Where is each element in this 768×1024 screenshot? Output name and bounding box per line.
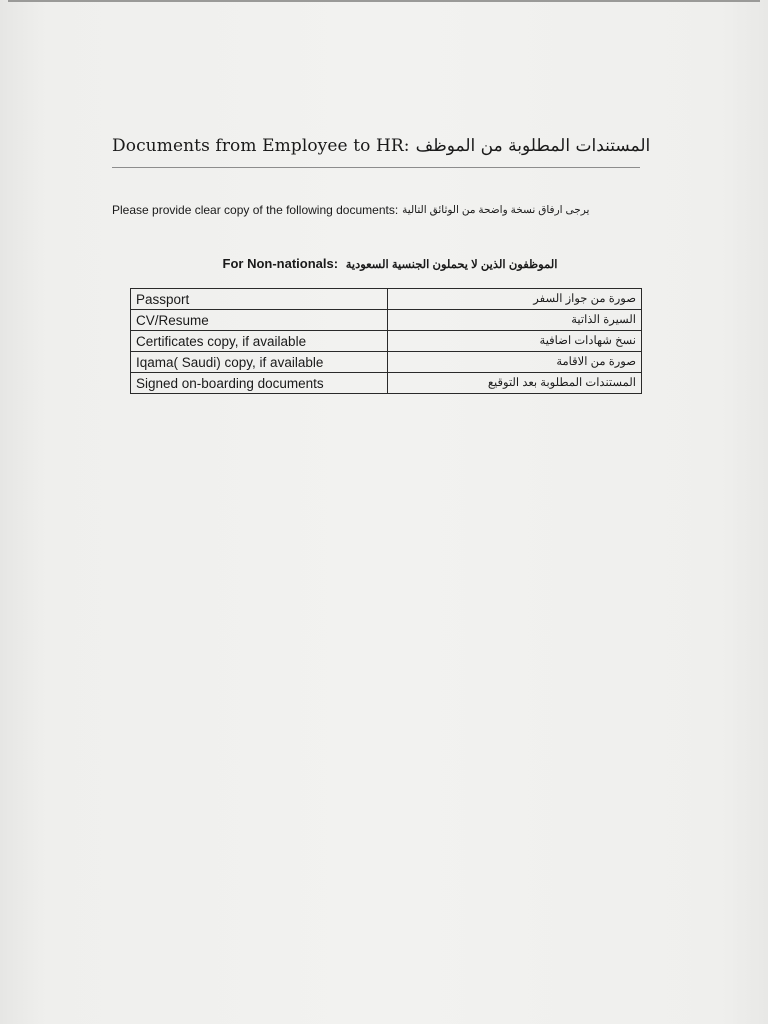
document-name-arabic: المستندات المطلوبة بعد التوقيع — [388, 373, 642, 394]
section-heading-arabic: الموظفون الذين لا يحملون الجنسية السعودية — [345, 259, 558, 271]
instruction-english: Please provide clear copy of the following documents: — [112, 203, 399, 217]
documents-table — [130, 288, 642, 394]
table-row — [131, 310, 642, 331]
instruction-arabic: يرجى ارفاق نسخة واضحة من الوثائق التالية — [402, 204, 590, 216]
document-name-english: Certificates copy, if available — [131, 331, 388, 352]
document-name-english: Passport — [131, 289, 388, 310]
document-title — [112, 133, 651, 168]
document-name-english: Signed on-boarding documents — [131, 373, 388, 394]
table-row — [131, 289, 642, 310]
title-arabic: المستندات المطلوبة من الموظف — [415, 136, 651, 156]
document-name-arabic: نسخ شهادات اضافية — [388, 331, 642, 352]
section-heading-english: For Non-nationals: — [222, 256, 339, 271]
section-heading — [180, 254, 600, 275]
title-english: Documents from Employee to HR: — [112, 136, 410, 156]
document-name-arabic: السيرة الذاتية — [388, 310, 642, 331]
paper-edge — [8, 0, 760, 2]
document-name-english: CV/Resume — [131, 310, 388, 331]
document-name-arabic: صورة من جواز السفر — [388, 289, 642, 310]
table-row — [131, 352, 642, 373]
table-row — [131, 373, 642, 394]
document-name-arabic: صورة من الاقامة — [388, 352, 642, 373]
instruction-line — [112, 201, 642, 219]
document-name-english: Iqama( Saudi) copy, if available — [131, 352, 388, 373]
table-row — [131, 331, 642, 352]
